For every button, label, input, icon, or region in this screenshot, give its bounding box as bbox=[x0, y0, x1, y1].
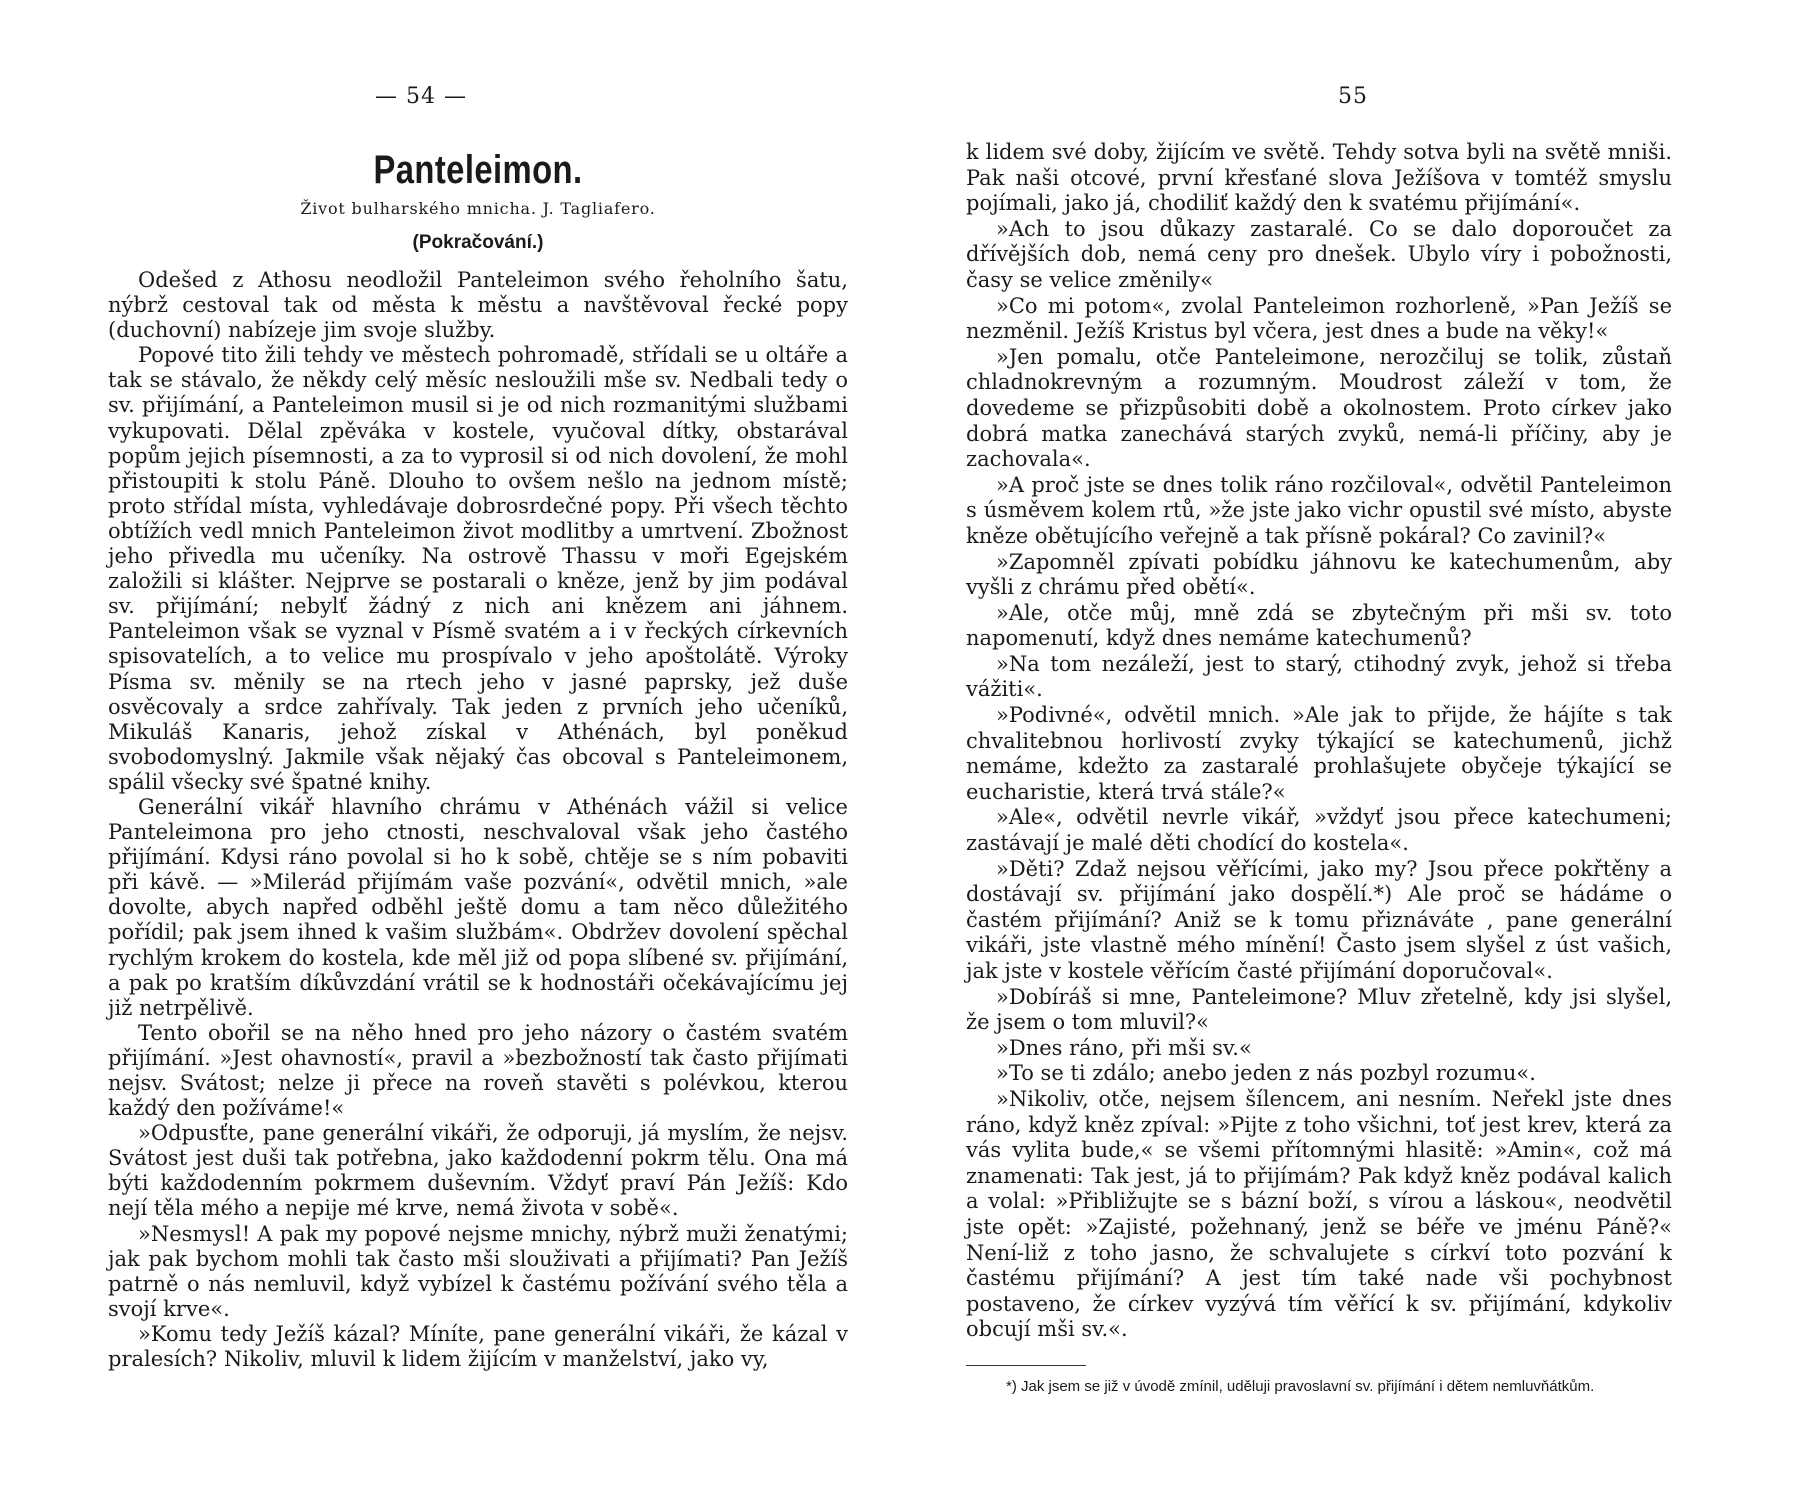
right-text-column bbox=[966, 140, 1672, 1398]
paragraph: »Ale«, odvětil nevrle vikář, »vždyť jsou přece katechumeni; zastávají je malé děti chodící do kostela«. bbox=[966, 805, 1672, 856]
footnote-divider bbox=[966, 1365, 1086, 1366]
paragraph: »Co mi potom«, zvolal Panteleimon rozhorleně, »Pan Ježíš se nezměnil. Ježíš Kristus byl včera, jest dnes a bude na věky!« bbox=[966, 293, 1672, 344]
paragraph: »Komu tedy Ježíš kázal? Míníte, pane generální vikáři, že kázal v pralesích? Nikoliv, mluvil k lidem žijícím v manželství, jako vy, bbox=[108, 1321, 848, 1372]
paragraph: »Ach to jsou důkazy zastaralé. Co se dalo doporoučet za dřívějších dob, nemá ceny pro dnešek. Ubylo víry i pobožnosti, časy se velice změnily« bbox=[966, 216, 1672, 292]
paragraph: »To se ti zdálo; anebo jeden z nás pozbyl rozumu«. bbox=[996, 1061, 1536, 1086]
paragraph: »Na tom nezáleží, jest to starý, ctihodný zvyk, jehož si třeba vážiti«. bbox=[966, 651, 1672, 702]
paragraph: »Dnes ráno, při mši sv.« bbox=[996, 1035, 1252, 1060]
paragraph: »Dobíráš si mne, Panteleimone? Mluv zřetelně, kdy jsi slyšel, že jsem o tom mluvil?« bbox=[966, 984, 1672, 1035]
paragraph: Generální vikář hlavního chrámu v Athénách vážil si velice Panteleimona pro jeho ctnosti, neschvaloval však jeho častého přijímání. Kdysi ráno povolal si ho k sobě, chtěje se s ním pobaviti při kávě. — »Milerád přijímám vaše pozvání«, odvětil mnich, »ale dovolte, abych napřed odběhl ještě domu a tam něco důležitého pořídil; pak jsem ihned k vašim službám«. Obdržev dovolení spěchal rychlým krokem do kostela, kde měl již od popa slíbené sv. přijímání, a pak po kratším díkůvzdání vrátil se k hodnostáři očekávajícímu jej již netrpělivě. bbox=[108, 794, 848, 1020]
paragraph: »Podivné«, odvětil mnich. »Ale jak to přijde, že hájíte s tak chvalitebnou horlivostí zvyky týkající se katechumenů, jichž nemáme, kdežto za zastaralé prohlašujete obyčeje týkající se eucharistie, která trvá stále?« bbox=[966, 703, 1672, 804]
page-number: — 54 — bbox=[375, 84, 467, 109]
left-text-column bbox=[108, 140, 848, 1372]
paragraph: Odešed z Athosu neodložil Panteleimon svého řeholního šatu, nýbrž cestoval tak od města k městu a navštěvoval řecké popy (duchovní) nabízeje jim svoje služby. bbox=[108, 268, 848, 343]
paragraph: »Zapomněl zpívati pobídku jáhnovu ke katechumenům, aby vyšli z chrámu před obětí«. bbox=[966, 549, 1672, 600]
paragraph: »Nikoliv, otče, nejsem šílencem, ani nesním. Neřekl jste dnes ráno, když kněz zpíval: »Pijte z toho všichni, toť jest krev, která za vás vylita bude,« se všemi přítomnými hlasitě: »Amin«, což má znamenati: Tak jest, já to přijímám? Pak když kněz podával kalich a volal: »Přibližujte se s bázní boží, s vírou a láskou«, neodvětil jste opět: »Zajisté, požehnaný, jenž se béře ve jménu Páně?« Není-liž z toho jasno, že schvalujete s církví toto pozvání k častému přijímání? A jest tím také nade vši pochybnost postaveno, že církev vyzývá tím věřící k sv. přijímání, kdykoliv obcují mši sv.«. bbox=[966, 1086, 1672, 1342]
article-title: Panteleimon. bbox=[373, 148, 583, 192]
continued-label: (Pokračování.) bbox=[412, 232, 544, 253]
paragraph: Tento obořil se na něho hned pro jeho názory o častém svatém přijímání. »Jest ohavností«, pravil a »bezbožností tak často přijímati nejsv. Svátost; nelze ji přece na roveň stavěti s polévkou, kterou každý den požíváme!« bbox=[108, 1020, 848, 1121]
paragraph: »Děti? Zdaž nejsou věřícími, jako my? Jsou přece pokřtěny a dostávají sv. přijímání jako dospělí.*) Ale proč se hádáme o častém přijímání? Aniž se k tomu přiznáváte , pane generální vikáři, jste vlastně mého mínění! Často jsem slyšel z úst vašich, jak jste v kostele věřícím časté přijímání doporučoval«. bbox=[966, 856, 1672, 983]
page-number: 55 bbox=[1338, 84, 1368, 109]
paragraph: »Jen pomalu, otče Panteleimone, nerozčiluj se tolik, zůstaň chladnokrevným a rozumným. Moudrost záleží v tom, že dovedeme se přizpůsobiti době a okolnostem. Proto církev jako dobrá matka zanechává starých zvyků, nemá-li příčiny, aby je zachovala«. bbox=[966, 344, 1672, 472]
paragraph: »Nesmysl! A pak my popové nejsme mnichy, nýbrž muži ženatými; jak pak bychom mohli tak často mši slouživati a přijímati? Pan Ježíš patrně o nás nemluvil, když vybízel k častému požívání svého těla a svojí krve«. bbox=[108, 1221, 848, 1321]
article-subtitle: Život bulharského mnicha. J. Tagliafero. bbox=[300, 199, 656, 218]
footnote: *) Jak jsem se již v úvodě zmínil, uděluji pravoslavní sv. přijímání i dětem nemluvňátkům. bbox=[1006, 1377, 1595, 1395]
paragraph: k lidem své doby, žijícím ve světě. Tehdy sotva byli na světě mniši. Pak naši otcové, první křesťané slova Ježíšova v tomtéž smyslu pojímali, jako já, chodiliť každý den k svatému přijímání«. bbox=[966, 140, 1672, 216]
paragraph: »Ale, otče můj, mně zdá se zbytečným při mši sv. toto napomenutí, když dnes nemáme katechumenů? bbox=[966, 600, 1672, 651]
right-page bbox=[902, 0, 1804, 1500]
paragraph: »A proč jste se dnes tolik ráno rozčiloval«, odvětil Panteleimon s úsměvem kolem rtů, »že jste jako vichr opustil své místo, abyste kněze obětujícího veřejně a tak přísně pokáral? Co zavinil?« bbox=[966, 472, 1672, 548]
paragraph: »Odpusťte, pane generální vikáři, že odporuji, já myslím, že nejsv. Svátost jest duši tak potřebna, jako každodenní pokrm tělu. Ona má býti každodenním pokrmem duševním. Vždyť praví Pán Ježíš: Kdo nejí těla mého a nepije mé krve, nemá života v sobě«. bbox=[108, 1121, 848, 1221]
paragraph: Popové tito žili tehdy ve městech pohromadě, střídali se u oltáře a tak se stávalo, že někdy celý měsíc nesloužili mše sv. Nedbali tedy o sv. přijímání, a Panteleimon musil si je od nich rozmanitými službami vykupovati. Dělal zpěváka v kostele, vyučoval dítky, obstarával popům jejich písemnosti, a za to vyprosil si od nich dovolení, že mohl přistoupiti k stolu Páně. Dlouho to ovšem nešlo na jednom místě; proto střídal místa, vyhledávaje dobrosrdečné popy. Při všech těchto obtížích vedl mnich Panteleimon život modlitby a umrtvení. Zbožnost jeho přivedla mu učeníky. Na ostrově Thassu v moři Egejském založili si klášter. Nejprve se postarali o kněze, jenž by jim podával sv. přijímání; nebylť žádný z nich ani knězem ani jáhnem. Panteleimon však se vyznal v Písmě svatém a i v řeckých církevních spisovatelích, a to velice mu prospívalo v jeho apoštolátě. Výroky Písma sv. měnily se na rtech jeho v jasné paprsky, jež duše osvěcovaly a srdce zahřívaly. Tak jeden z prvních jeho učeníků, Mikuláš Kanaris, jehož získal v Athénách, byl poněkud svobodomyslný. Jakmile však nějaký čas obcoval s Panteleimonem, spálil všecky své špatné knihy. bbox=[108, 343, 848, 794]
